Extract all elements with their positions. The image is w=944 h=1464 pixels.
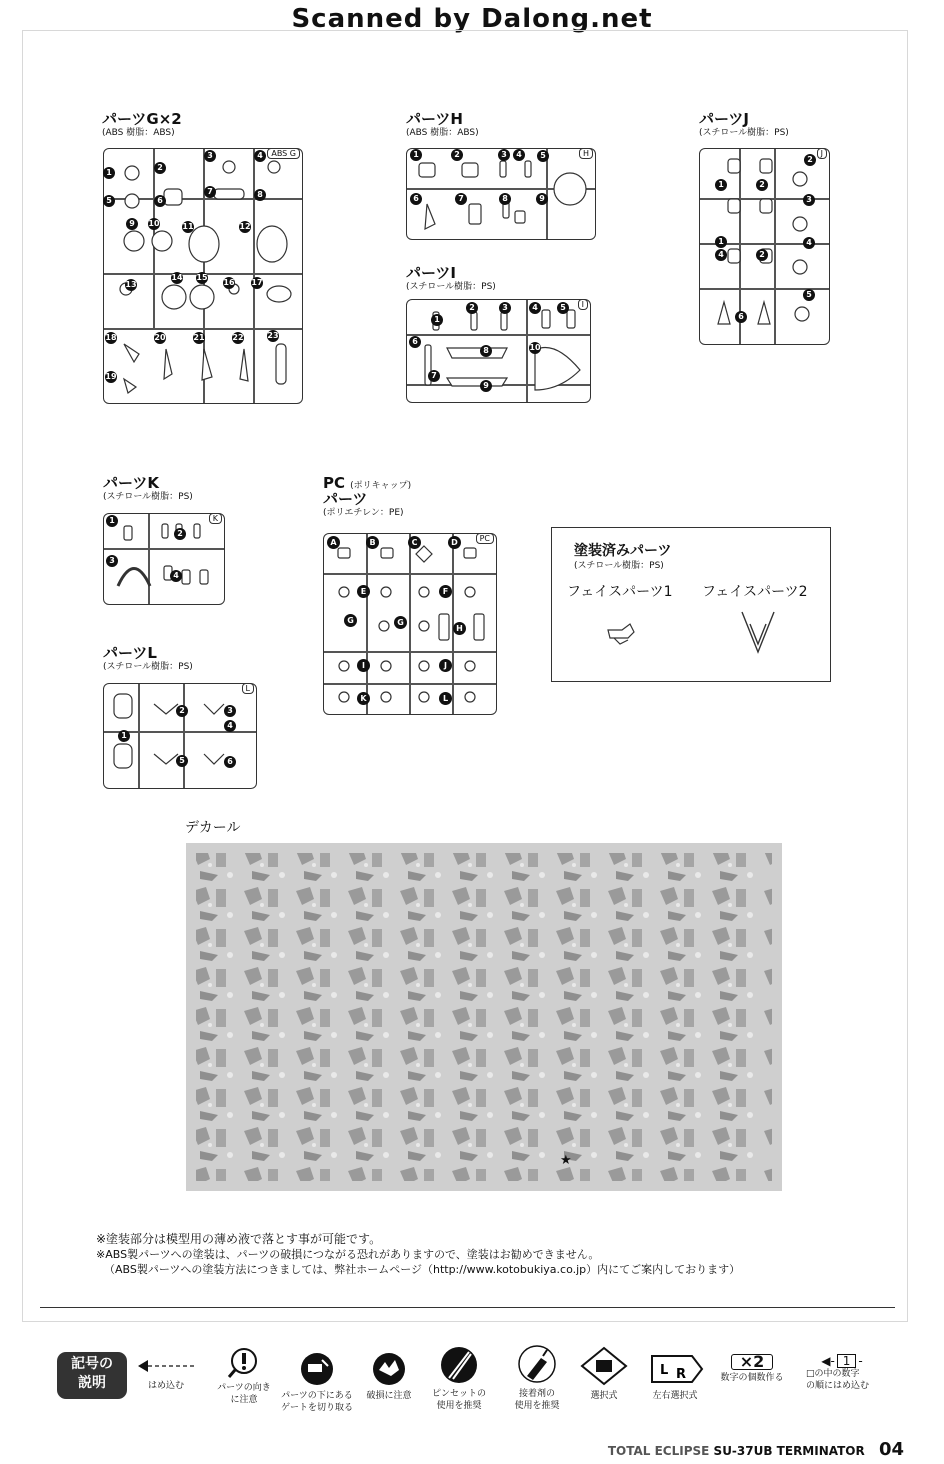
- part-letter: C: [408, 536, 421, 549]
- runner-k-tag: K: [209, 513, 222, 524]
- part-number: 8: [499, 193, 511, 205]
- part-number: 12: [239, 222, 251, 231]
- part-number: 4: [170, 570, 182, 582]
- part-number: 1: [715, 179, 727, 191]
- legend-badge-line: 説明: [78, 1375, 106, 1391]
- part-number: 2: [466, 302, 478, 314]
- footer-title: TOTAL ECLIPSE: [607, 1444, 710, 1458]
- note-line: ※塗装部分は模型用の薄め液で落とす事が可能です。: [96, 1232, 382, 1246]
- parts-g-title: パーツG×2: [102, 110, 182, 128]
- legend-orientation: [207, 1348, 281, 1406]
- part-number: 7: [428, 370, 440, 382]
- part-number: 3: [224, 705, 236, 717]
- part-number: 4: [513, 149, 525, 161]
- number-order-icon: [802, 1354, 882, 1368]
- part-number: 6: [224, 756, 236, 768]
- part-number: 6: [154, 195, 166, 207]
- part-letter: G: [394, 616, 407, 629]
- runner-i: [406, 299, 591, 403]
- part-number: 22: [232, 333, 244, 342]
- parts-pc-material: (ポリエチレン：PE): [323, 508, 404, 518]
- part-number: 9: [536, 193, 548, 205]
- legend-badge: [57, 1352, 127, 1399]
- legend-label: パーツの下にある ゲートを切り取る: [280, 1391, 353, 1413]
- parts-h-title: パーツH: [406, 110, 463, 128]
- page-number: 04: [878, 1439, 904, 1460]
- part-number: 1: [118, 730, 130, 742]
- runner-l: [103, 683, 257, 789]
- part-number: 15: [196, 273, 208, 282]
- legend-glue: [502, 1344, 572, 1412]
- runner-g: [103, 148, 303, 404]
- part-letter: L: [439, 692, 452, 705]
- part-number: 17: [251, 278, 263, 287]
- legend-label: パーツの向き に注意: [217, 1383, 271, 1405]
- decal-label: デカール: [185, 820, 241, 836]
- part-number: 11: [182, 222, 194, 231]
- parts-k-material: (スチロール樹脂：PS): [103, 492, 193, 502]
- part-number: 6: [409, 336, 421, 348]
- footer: [608, 1439, 904, 1460]
- tweezers-icon: [439, 1346, 479, 1384]
- part-letter: A: [327, 536, 340, 549]
- cut-gate-icon: [300, 1352, 334, 1386]
- break-icon: [371, 1352, 407, 1386]
- part-letter: H: [453, 622, 466, 635]
- insert-arrow-icon: [136, 1356, 196, 1376]
- part-letter: K: [357, 692, 370, 705]
- runner-pc: [323, 533, 497, 715]
- choice-icon: [578, 1346, 630, 1386]
- legend-label: ピンセットの 使用を推奨: [431, 1389, 486, 1411]
- legend-break: [358, 1352, 420, 1402]
- parts-j-title: パーツJ: [699, 110, 749, 128]
- part-number: 2: [451, 149, 463, 161]
- part-number: 1: [715, 236, 727, 248]
- parts-pc-title-main: PC: [323, 474, 346, 492]
- part-number: 14: [171, 273, 183, 282]
- part-number: 1: [103, 167, 115, 179]
- part-number: 20: [154, 333, 166, 342]
- part-number: 8: [254, 189, 266, 201]
- parts-l-title: パーツL: [103, 644, 157, 662]
- part-number: 3: [498, 149, 510, 161]
- footer-model: SU-37UB TERMINATOR: [713, 1444, 865, 1458]
- runner-pc-tag: PC: [476, 533, 494, 544]
- part-letter: F: [439, 585, 452, 598]
- face-part-2-drawing: [738, 608, 778, 656]
- part-number: 10: [148, 219, 160, 228]
- legend-divider: [40, 1307, 895, 1308]
- legend-label: 数字の個数作る: [720, 1373, 784, 1383]
- part-number: 6: [410, 193, 422, 205]
- x2-icon: ×2: [731, 1354, 774, 1370]
- part-number: 9: [480, 380, 492, 392]
- parts-k-title: パーツK: [103, 474, 160, 492]
- part-number: 3: [204, 150, 216, 162]
- legend-lr-choice: [644, 1352, 706, 1402]
- part-number: 4: [224, 720, 236, 732]
- face-part-2-label: フェイスパーツ2: [702, 584, 808, 600]
- parts-i-material: (スチロール樹脂：PS): [406, 282, 496, 292]
- parts-h-material: (ABS 樹脂：ABS): [406, 128, 479, 138]
- part-number: 5: [103, 195, 115, 207]
- part-number: 2: [174, 528, 186, 540]
- part-number: 7: [455, 193, 467, 205]
- glue-icon: [517, 1344, 557, 1384]
- runner-k: [103, 513, 225, 605]
- part-number: 2: [756, 179, 768, 191]
- painted-parts-title: 塗装済みパーツ: [574, 543, 672, 559]
- svg-text:R: R: [676, 1367, 687, 1382]
- painted-parts-box: [551, 527, 831, 682]
- part-number: 2: [154, 162, 166, 174]
- arrow-left-icon: ◀‑: [821, 1354, 835, 1368]
- number-box: 1: [837, 1354, 857, 1368]
- part-number: 1: [410, 149, 422, 161]
- runner-h-tag: H: [579, 148, 593, 159]
- part-number: 10: [529, 343, 541, 352]
- part-number: 5: [557, 302, 569, 314]
- parts-pc-title-note: (ポリキャップ): [350, 481, 412, 491]
- part-number: 5: [176, 755, 188, 767]
- runner-j: [699, 148, 830, 345]
- legend-label: はめ込む: [147, 1381, 184, 1391]
- note-line: ※ABS製パーツへの塗装は、パーツの破損につながる恐れがありますので、塗装はお勧めできません。: [96, 1248, 600, 1261]
- part-number: 8: [480, 345, 492, 357]
- legend-label: 左右選択式: [652, 1391, 698, 1401]
- legend-insert: [136, 1356, 196, 1392]
- parts-pc-title-2: パーツ: [323, 490, 368, 508]
- part-number: 13: [125, 280, 137, 289]
- part-number: 1: [106, 515, 118, 527]
- dash-icon: -: [858, 1354, 863, 1368]
- lr-choice-icon: [646, 1352, 704, 1386]
- legend-label: 接着剤の 使用を推奨: [514, 1389, 560, 1411]
- part-number: 19: [105, 372, 117, 381]
- face-part-1-label: フェイスパーツ1: [567, 584, 673, 600]
- parts-l-material: (スチロール樹脂：PS): [103, 662, 193, 672]
- legend-make-count: [716, 1354, 788, 1384]
- part-number: 4: [803, 237, 815, 249]
- part-number: 7: [204, 186, 216, 198]
- parts-j-material: (スチロール樹脂：PS): [699, 128, 789, 138]
- part-number: 1: [431, 314, 443, 326]
- runner-k-sprues: [104, 514, 224, 604]
- part-number: 4: [254, 150, 266, 162]
- legend-tweezers: [426, 1346, 492, 1412]
- part-letter: I: [357, 659, 370, 672]
- decal-sheet: [186, 843, 782, 1191]
- legend-cut-gate: [276, 1352, 358, 1414]
- legend-label: 破損に注意: [366, 1391, 412, 1401]
- legend-label: □の中の数字 の順にはめ込む: [806, 1369, 870, 1391]
- runner-h: [406, 148, 596, 240]
- legend-number-order: [802, 1354, 882, 1392]
- part-number: 3: [499, 302, 511, 314]
- runner-i-tag: I: [578, 299, 588, 310]
- part-letter: E: [357, 585, 370, 598]
- part-number: 16: [223, 278, 235, 287]
- part-number: 4: [715, 249, 727, 261]
- runner-l-tag: L: [242, 683, 254, 694]
- part-letter: B: [366, 536, 379, 549]
- legend-choice: [576, 1346, 632, 1402]
- legend-label: 選択式: [590, 1391, 618, 1401]
- exclamation-icon: [227, 1348, 261, 1378]
- painted-parts-material: (スチロール樹脂：PS): [574, 561, 664, 571]
- part-number: 21: [193, 333, 205, 342]
- note-line: （ABS製パーツへの塗装方法につきましては、弊社ホームページ（http://www.kotobukiya.co.jp）内にてご案内しております）: [104, 1263, 741, 1276]
- part-number: 9: [126, 218, 138, 230]
- parts-g-material: (ABS 樹脂：ABS): [102, 128, 175, 138]
- part-number: 2: [756, 249, 768, 261]
- part-number: 3: [106, 555, 118, 567]
- part-number: 23: [267, 331, 279, 340]
- part-number: 5: [537, 150, 549, 162]
- scan-banner: Scanned by Dalong.net: [291, 4, 653, 34]
- svg-text:L: L: [660, 1363, 669, 1378]
- decal-sheet-graphic: [186, 843, 782, 1191]
- part-number: 3: [803, 194, 815, 206]
- part-letter: J: [439, 659, 452, 672]
- part-letter: G: [344, 614, 357, 627]
- part-number: 2: [804, 154, 816, 166]
- part-letter: D: [448, 536, 461, 549]
- part-number: 5: [803, 289, 815, 301]
- legend-badge-line: 記号の: [71, 1356, 113, 1372]
- part-number: 4: [529, 302, 541, 314]
- part-number: 18: [105, 333, 117, 342]
- part-number: 2: [176, 705, 188, 717]
- runner-j-tag: J: [817, 148, 827, 159]
- notes: [96, 1232, 740, 1277]
- face-part-1-drawing: [604, 620, 638, 648]
- runner-g-tag: ABS G: [267, 148, 300, 159]
- part-number: 6: [735, 311, 747, 323]
- decal-star: ★: [560, 1153, 572, 1168]
- parts-i-title: パーツI: [406, 264, 456, 282]
